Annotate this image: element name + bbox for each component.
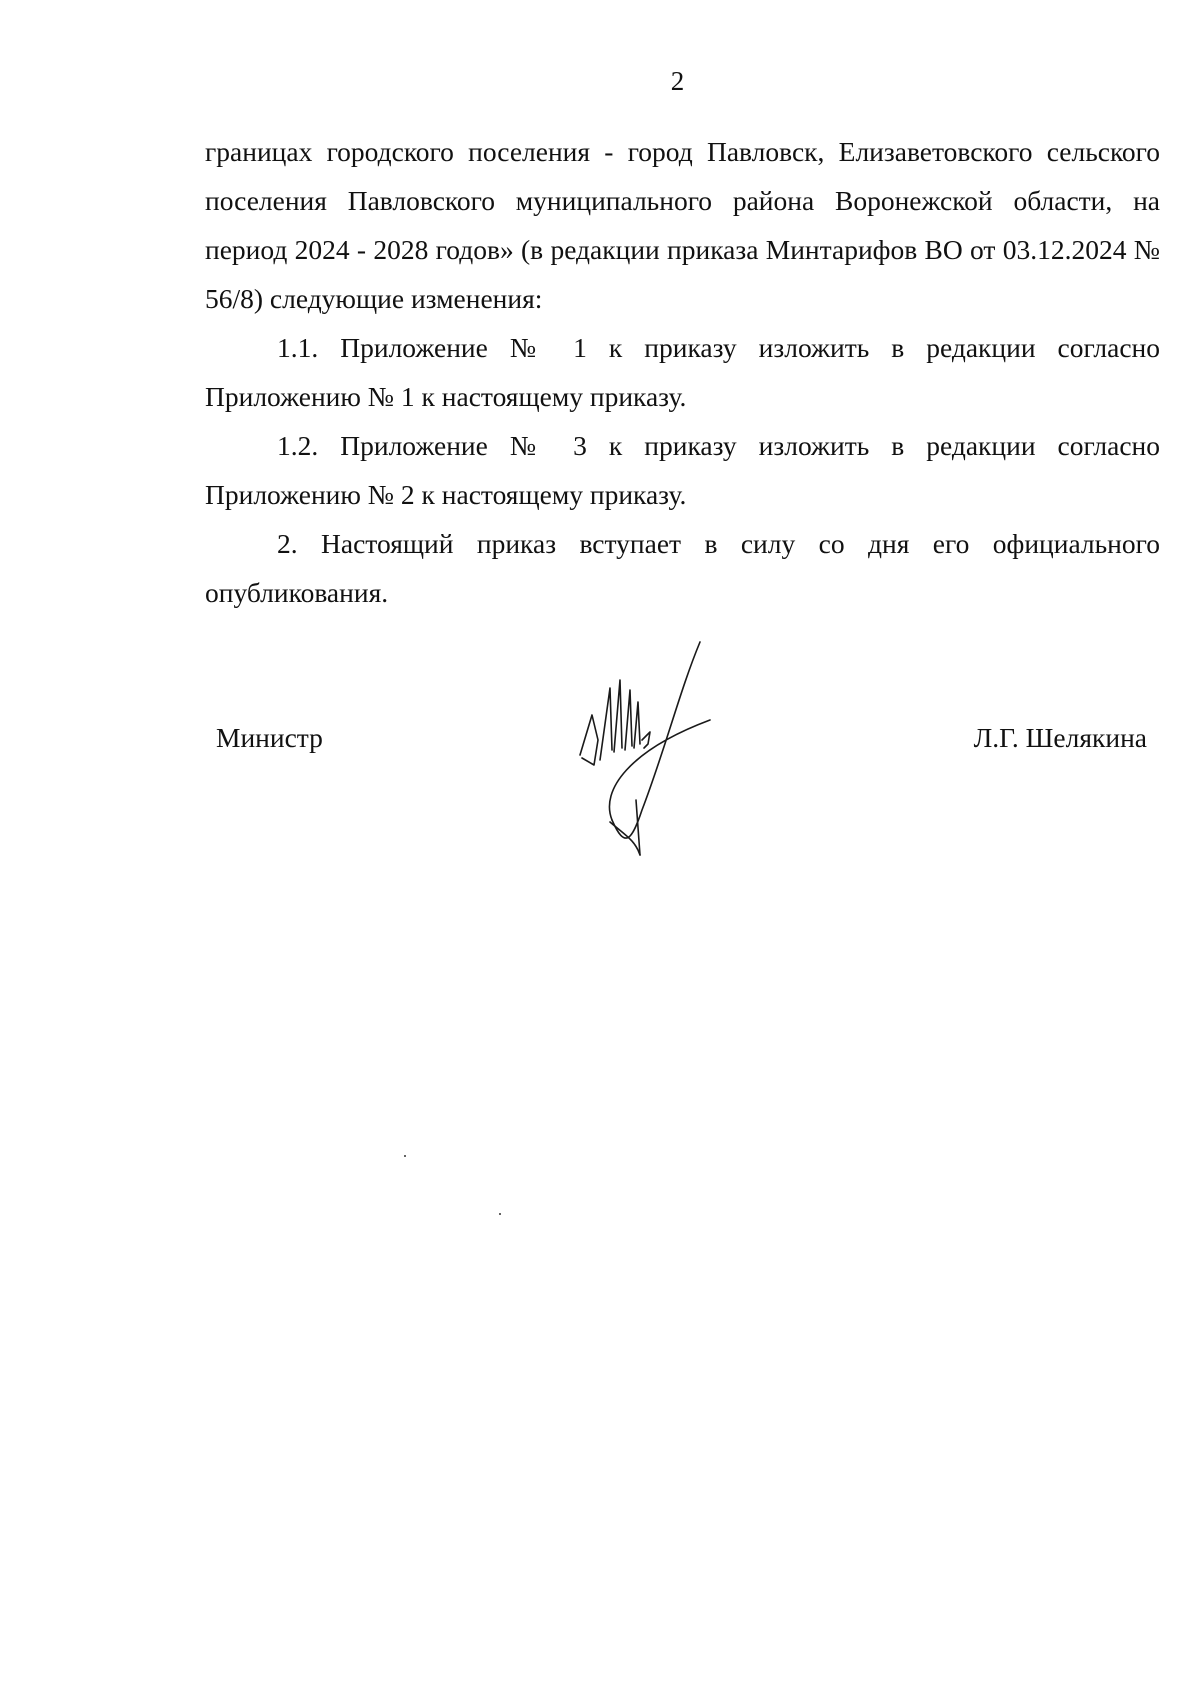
paragraph-continuation: границах городского поселения - город Павловск, Елизаветовского сельского поселения Павловского муниципального района Воронежской области, на период 2024 - 2028 годов» (в редакции приказа Минтарифов ВО от 03.12.2024 № 56/8) следующие изменения:: [205, 136, 1160, 314]
paragraph-item-2: 2. Настоящий приказ вступает в силу со дня его официального опубликования.: [205, 528, 1160, 608]
page-number: 2: [670, 66, 685, 96]
paragraph-item-1-1: 1.1. Приложение № 1 к приказу изложить в редакции согласно Приложению № 1 к настоящему приказу.: [205, 332, 1160, 412]
paragraph-item-1-2: 1.2. Приложение № 3 к приказу изложить в редакции согласно Приложению № 2 к настоящему приказу.: [205, 430, 1160, 510]
document-body: [205, 127, 1160, 617]
handwritten-signature: [570, 640, 730, 860]
scan-speck: [499, 1213, 501, 1215]
signatory-name: Л.Г. Шелякина: [973, 722, 1147, 753]
signatory-title: Министр: [216, 722, 323, 753]
scan-speck: [404, 1155, 406, 1157]
